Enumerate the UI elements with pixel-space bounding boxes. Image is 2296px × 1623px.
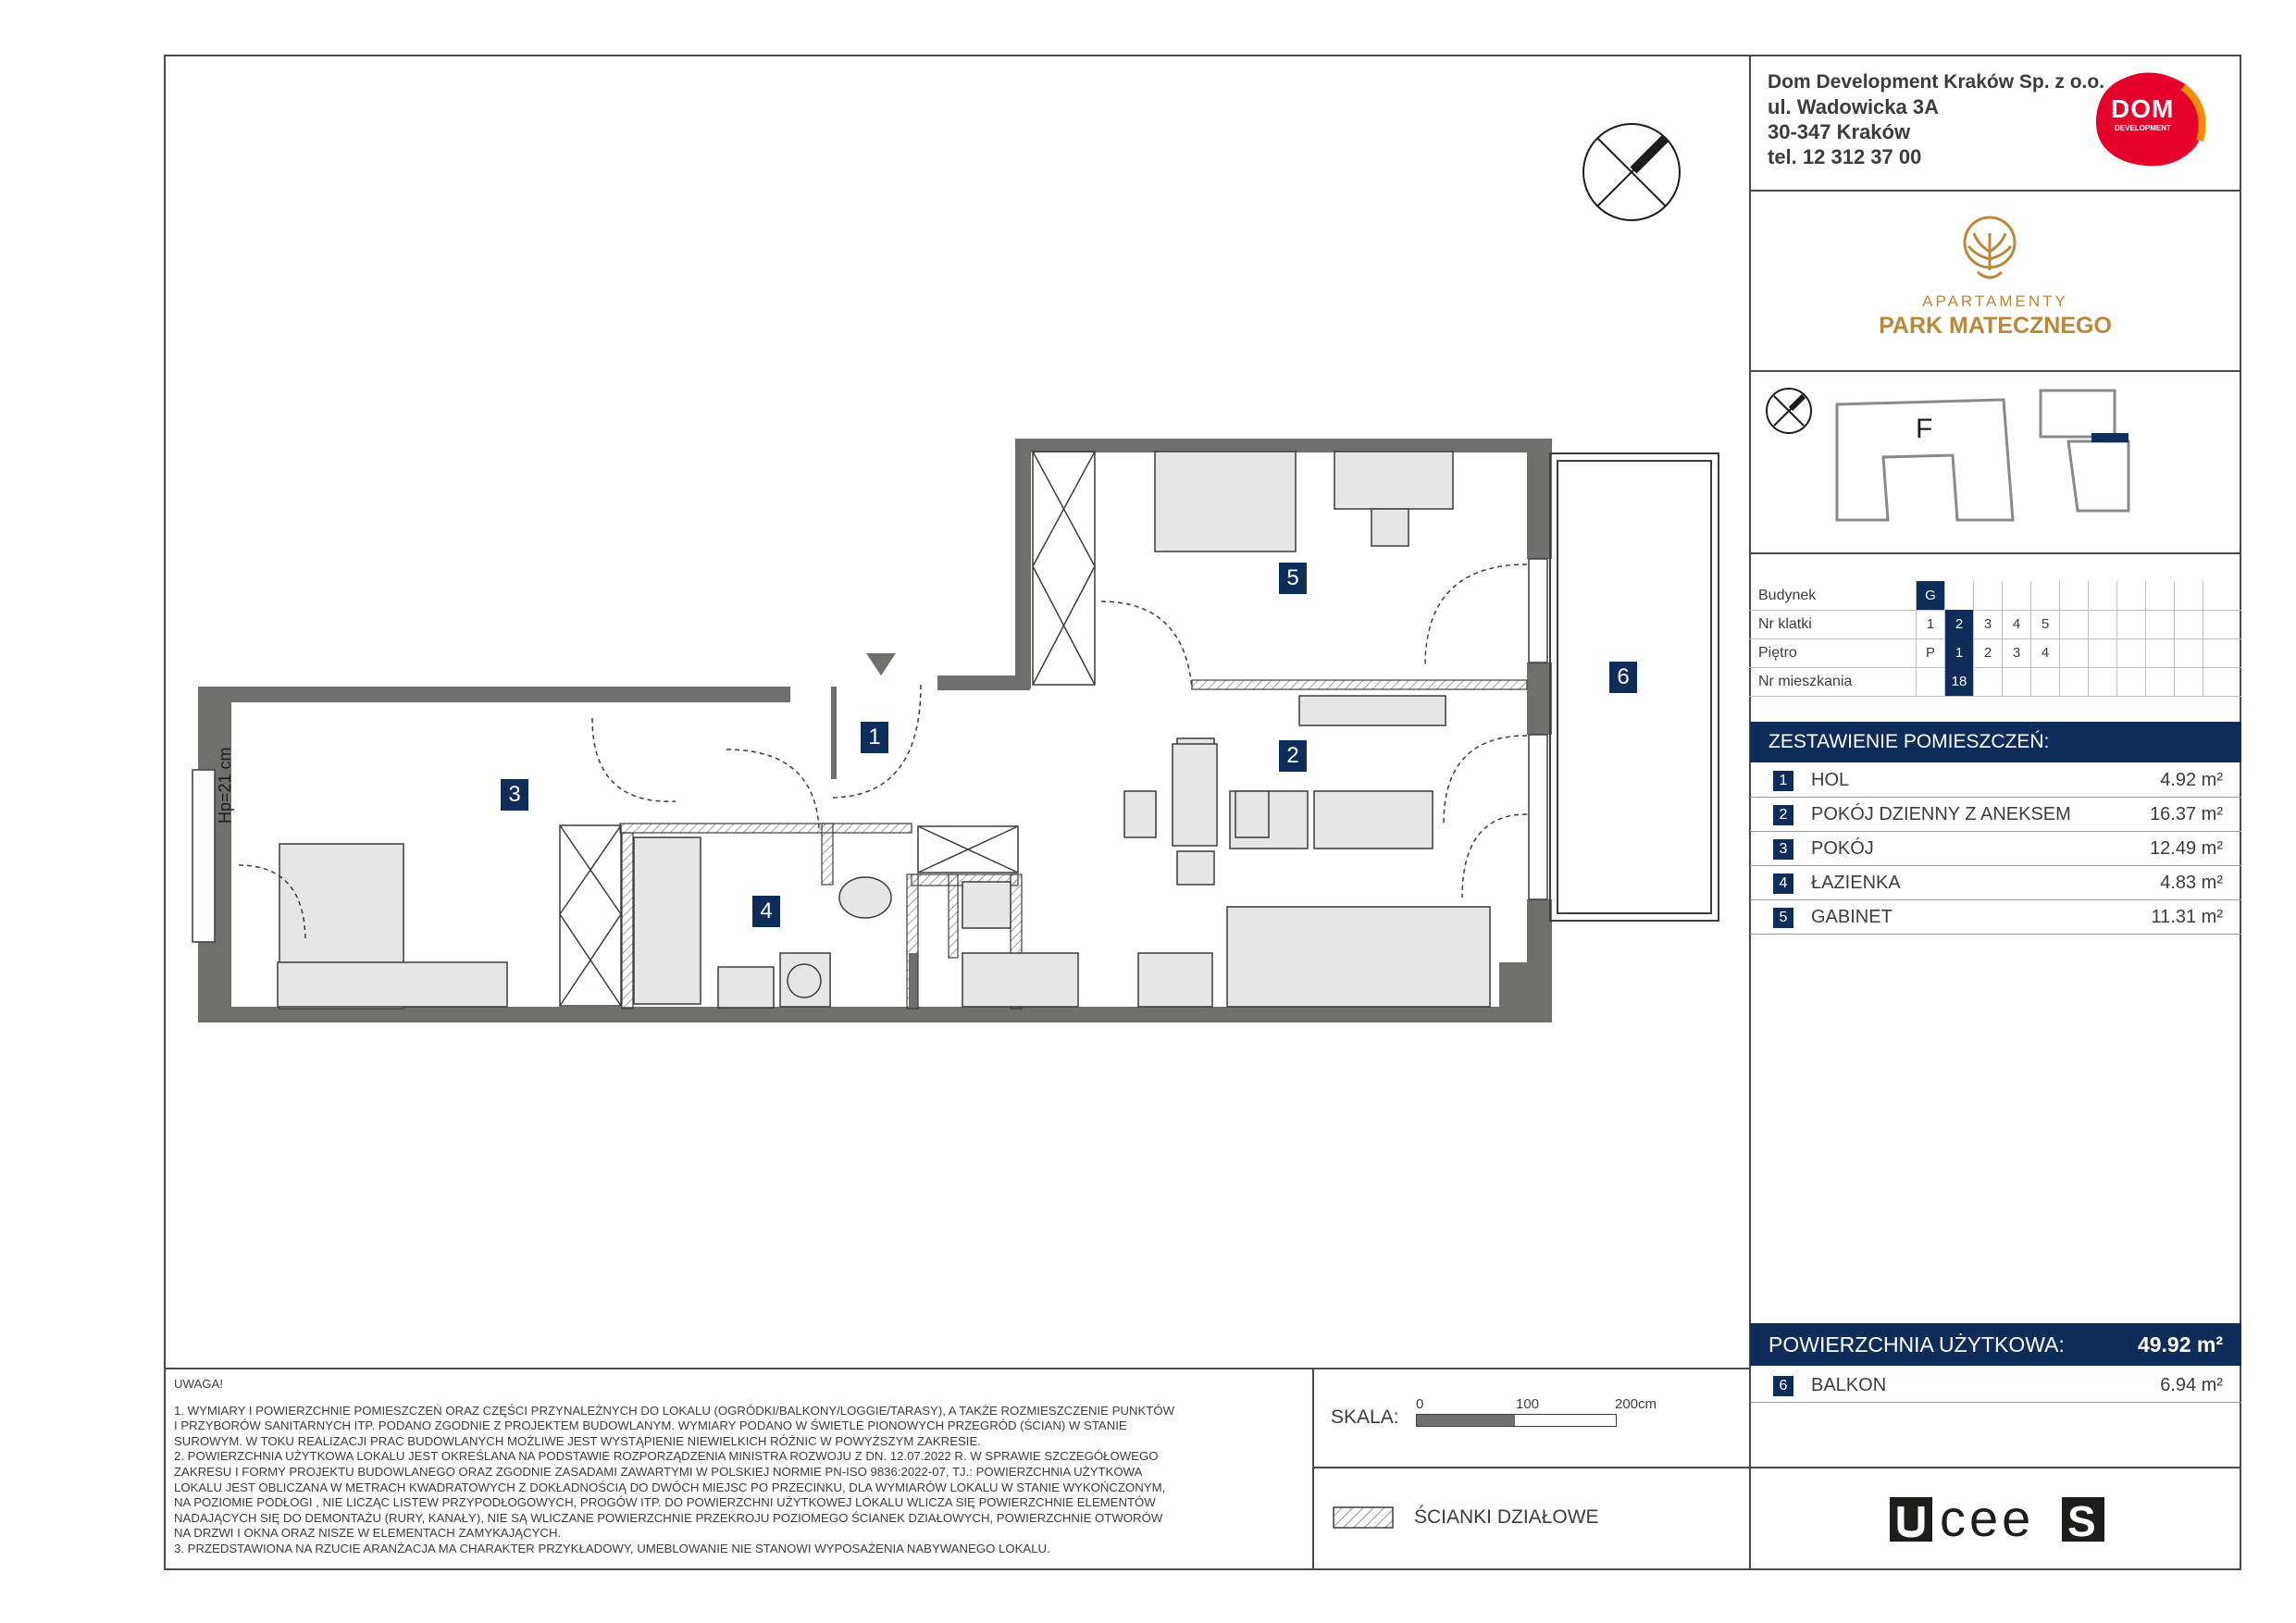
scale-tick: 100 (1516, 1396, 1540, 1412)
project-line2: PARK MATECZNEGO (1879, 313, 2112, 339)
divider (164, 1368, 1751, 1369)
room-row: 1 HOL 4.92 m² (1750, 764, 2241, 798)
total-area-bar (1750, 1323, 2241, 1366)
scale-tick: 0 (1416, 1396, 1424, 1412)
divider (1749, 1467, 2241, 1468)
scale-label: SKALA: (1331, 1406, 1399, 1428)
total-area-value: 49.92 m² (2137, 1332, 2223, 1357)
grid-row-building: Budynek G (1749, 581, 2241, 611)
grid-row-floor: Piętro P 1 2 3 4 (1749, 638, 2241, 668)
notes-block: UWAGA! 1. WYMIARY I POWIERZCHNIE POMIESZCZEŃ ORAZ CZĘŚCI PRZYNALEŻNYCH DO LOKALU (OGRÓDKI/BALKONY/LOGGIE/TARASY), A TAKŻE ROZMIESZCZENIE PUNKTÓW I PRZYBORÓW SANITARNYCH ITP. PODANO ZGODNIE Z PROJEKTEM BUDOWLANYM. WYMIARY PODANO W ŚWIETLE PIONOWYCH PRZEGRÓD (ŚCIAN) W STANIE SUROWYM. W TOKU REALIZACJI PRAC BUDOWLANYCH MOŻLIWE JEST WYSTĄPIENIE NIEWIELKICH RÓŻNIC W POWYŻSZYM ZAKRESIE. 2. POWIERZCHNIA UŻYTKOWA LOKALU JEST OKREŚLANA NA PODSTAWIE ROZPORZĄDZENIA MINISTRA ROZWOJU Z DN. 12.07.2022 R. W SPRAWIE SZCZEGÓŁOWEGO ZAKRESU I FORMY PROJEKTU BUDOWLANEGO ORAZ ZGODNIE ZASADAMI ZAWARTYMI W POLSKIEJ NORMIE PN-ISO 9836:2022-07, TJ.: POWIERZCHNIA UŻYTKOWA LOKALU JEST OBLICZANA W METRACH KWADRATOWYCH Z DOKŁADNOŚCIĄ DO DWÓCH MIEJSC PO PRZECINKU, DLA WYMIARÓW LOKALU W STANIE WYKOŃCZONYM, NA POZIOMIE PODŁOGI , NIE LICZĄC LISTEW PRZYPODŁOGOWYCH, PROGÓW ITP. DO POWIERZCHNI UŻYTKOWEJ LOKALU WLICZA SIĘ POWIERZCHNIE ELEMENTÓW NADAJĄCYCH SIĘ DO DEMONTAŻU (RURY, KANAŁY), NIE SĄ WLICZANE POWIERZCHNIE PRZEKROJU POZIOMEGO ŚCIANEK DZIAŁOWYCH, POWIERZCHNIE OTWORÓW NA DRZWI I OKNA ORAZ NISZE W ELEMENTACH ZAMYKAJĄCYCH. 3. PRZEDSTAWIONA NA RZUCIE ARANŻACJA MA CHARAKTER PRZYKŁADOWY, UMEBLOWANIE NIE STANOWI WYPOSAŻENIA NABYWANEGO LOKALU. (174, 1377, 1175, 1555)
company-phone: tel. 12 312 37 00 (1768, 145, 1922, 168)
room-tag: 2 (1279, 740, 1307, 772)
grid-row-stairwell: Nr klatki 1 2 3 4 5 (1749, 610, 2241, 639)
key-plan-building-letter: F (1916, 414, 1933, 444)
balcony-row: 6 BALKON 6.94 m² (1750, 1369, 2241, 1403)
compass-small-icon (1767, 389, 1811, 433)
room-tag: 6 (1609, 662, 1637, 693)
divider (1749, 370, 2241, 372)
project-line1: APARTAMENTY (1922, 292, 2068, 310)
company-city: 30-347 Kraków (1768, 120, 1911, 143)
total-area-label: POWIERZCHNIA UŻYTKOWA: (1769, 1332, 2065, 1357)
ucees-logo (1888, 1492, 2110, 1547)
divider (1312, 1368, 1314, 1570)
height-label: Hp=21 cm (216, 747, 234, 824)
svg-text:S: S (2067, 1497, 2096, 1545)
dom-development-logo: DOM DEVELOPMENT (2087, 67, 2212, 170)
grid-row-apartment: Nr mieszkania 18 (1749, 667, 2241, 697)
key-plan (1763, 381, 2235, 548)
divider (1312, 1467, 1751, 1468)
tree-emblem-icon (1957, 215, 2022, 289)
compass-icon (1580, 120, 1683, 224)
room-tag: 4 (752, 896, 780, 927)
scale-tick: 200cm (1615, 1396, 1657, 1412)
company-name: Dom Development Kraków Sp. z o.o. (1768, 71, 2105, 93)
partition-legend-label: ŚCIANKI DZIAŁOWE (1414, 1506, 1599, 1528)
room-tag: 1 (861, 722, 888, 753)
company-street: ul. Wadowicka 3A (1768, 95, 1940, 118)
room-row: 4 ŁAZIENKA 4.83 m² (1750, 867, 2241, 900)
svg-text:cee: cee (1940, 1492, 2035, 1547)
divider (1749, 552, 2241, 554)
rooms-heading: ZESTAWIENIE POMIESZCZEŃ: (1750, 722, 2241, 762)
room-row: 3 POKÓJ 12.49 m² (1750, 833, 2241, 866)
room-row: 2 POKÓJ DZIENNY Z ANEKSEM 16.37 m² (1750, 799, 2241, 832)
company-block (1768, 69, 2104, 169)
scale-bar (1416, 1414, 1617, 1427)
room-tag: 3 (501, 779, 528, 811)
room-row: 5 GABINET 11.31 m² (1750, 901, 2241, 935)
divider (1749, 190, 2241, 192)
room-tag: 5 (1279, 563, 1307, 594)
floor-plan (185, 430, 1740, 1041)
partition-swatch-icon (1333, 1506, 1394, 1529)
